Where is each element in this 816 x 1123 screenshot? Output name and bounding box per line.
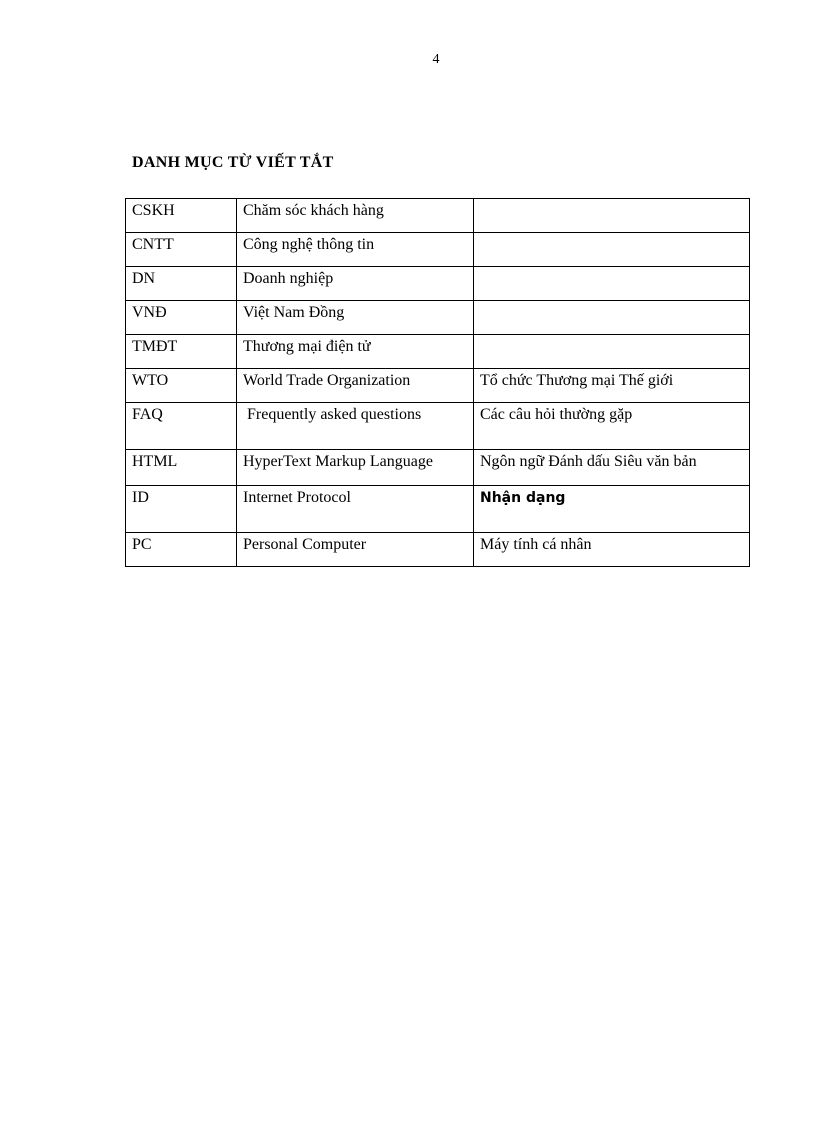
abbr-cell: DN xyxy=(126,267,237,301)
meaning-cell: Ngôn ngữ Đánh dấu Siêu văn bản xyxy=(474,450,750,486)
term-cell: Công nghệ thông tin xyxy=(237,233,474,267)
term-cell: Thương mại điện tử xyxy=(237,335,474,369)
meaning-cell: Nhận dạng xyxy=(474,486,750,533)
term-cell: Personal Computer xyxy=(237,533,474,567)
meaning-cell xyxy=(474,199,750,233)
abbr-cell: PC xyxy=(126,533,237,567)
abbr-cell: CSKH xyxy=(126,199,237,233)
term-cell: HyperText Markup Language xyxy=(237,450,474,486)
table-row xyxy=(126,450,750,486)
table-row xyxy=(126,486,750,533)
section-title: DANH MỤC TỪ VIẾT TẮT xyxy=(132,154,334,171)
table-row xyxy=(126,369,750,403)
term-cell: Doanh nghiệp xyxy=(237,267,474,301)
meaning-cell: Các câu hỏi thường gặp xyxy=(474,403,750,450)
abbr-cell: ID xyxy=(126,486,237,533)
term-cell: Việt Nam Đồng xyxy=(237,301,474,335)
term-cell: Chăm sóc khách hàng xyxy=(237,199,474,233)
term-cell: World Trade Organization xyxy=(237,369,474,403)
term-cell: Frequently asked questions xyxy=(237,403,474,450)
meaning-cell xyxy=(474,267,750,301)
term-cell: Internet Protocol xyxy=(237,486,474,533)
abbr-cell: TMĐT xyxy=(126,335,237,369)
table-row xyxy=(126,533,750,567)
table-row xyxy=(126,335,750,369)
page-number: 4 xyxy=(432,52,440,67)
abbr-cell: WTO xyxy=(126,369,237,403)
abbreviation-table xyxy=(125,198,750,567)
table-row xyxy=(126,267,750,301)
table-row xyxy=(126,301,750,335)
meaning-cell xyxy=(474,301,750,335)
abbr-cell: CNTT xyxy=(126,233,237,267)
table-row xyxy=(126,199,750,233)
abbr-cell: FAQ xyxy=(126,403,237,450)
meaning-cell: Máy tính cá nhân xyxy=(474,533,750,567)
meaning-cell: Tổ chức Thương mại Thế giới xyxy=(474,369,750,403)
abbr-cell: HTML xyxy=(126,450,237,486)
abbr-cell: VNĐ xyxy=(126,301,237,335)
meaning-cell xyxy=(474,233,750,267)
meaning-cell xyxy=(474,335,750,369)
table-row xyxy=(126,233,750,267)
table-row xyxy=(126,403,750,450)
